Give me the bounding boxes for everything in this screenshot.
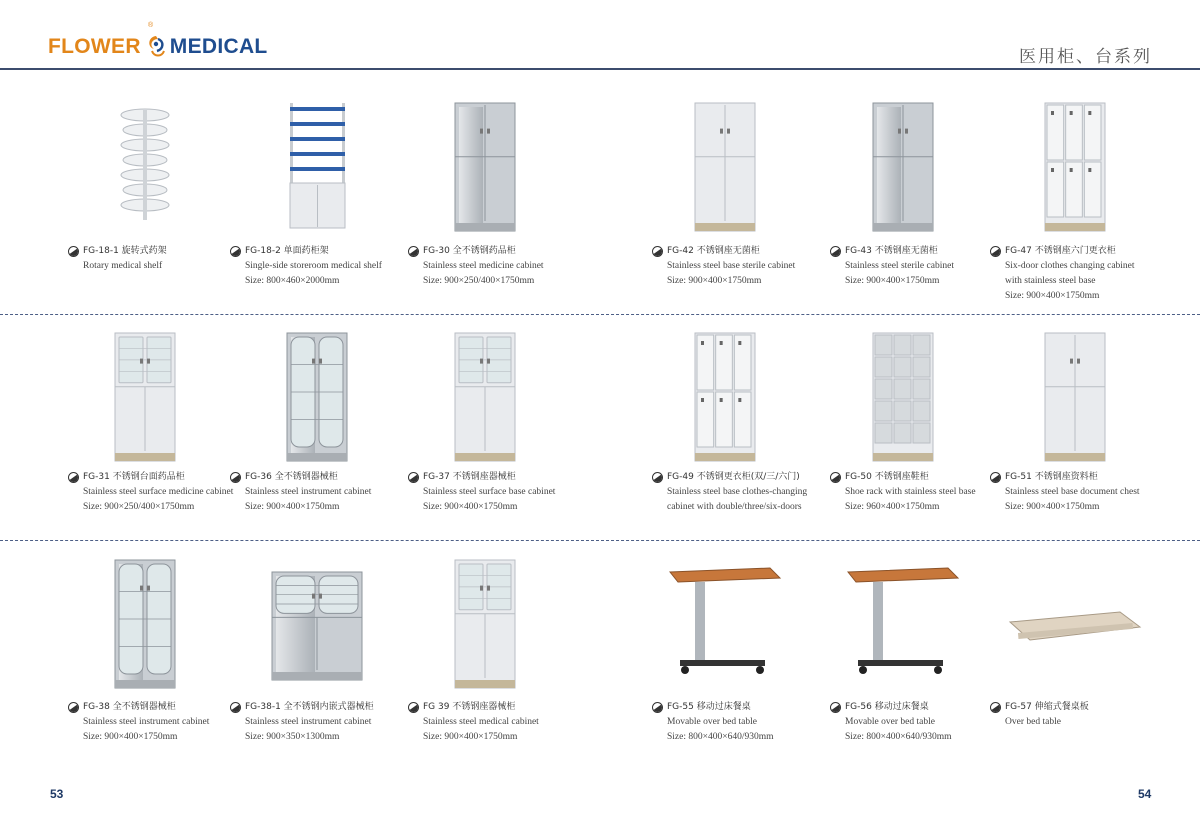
bullet-icon [68,246,79,257]
bullet-icon [990,472,1001,483]
product-size: Size: 900×250/400×1750mm [83,502,195,512]
product-description: Movable over bed table [845,717,935,727]
shoe-rack-icon [818,325,988,475]
product-model-text: FG-18-2 单面药柜架 [245,246,329,256]
bullet-icon [68,702,79,713]
bullet-icon [830,472,841,483]
overbed-table-icon [640,552,810,702]
product-caption [990,470,1170,515]
product-model [230,470,410,485]
product-model-text: FG-31 不锈钢台面药品柜 [83,472,185,482]
product-model-text: FG-38 全不锈钢器械柜 [83,702,176,712]
glass-cabinet-icon [60,325,230,475]
product-description: Stainless steel base sterile cabinet [667,261,796,271]
table-board-icon [990,552,1160,702]
product-description: Over bed table [1005,717,1061,727]
product-size: Size: 900×250/400×1750mm [423,276,535,286]
product-caption [68,470,248,515]
product-size: Size: 800×460×2000mm [245,276,340,286]
product-description: Stainless steel instrument cabinet [245,487,372,497]
product-description: Six-door clothes changing cabinet [1005,261,1135,271]
product-caption [68,700,248,745]
product-description: Stainless steel surface medicine cabinet [83,487,234,497]
product-caption [408,244,588,289]
page-header [0,0,1200,70]
product-model-text: FG-42 不锈钢座无菌柜 [667,246,760,256]
header-divider [0,68,1200,70]
flower-logo-icon [144,33,168,61]
product-caption [408,700,588,745]
product-size: Size: 900×400×1750mm [1005,502,1100,512]
product-caption [830,700,1010,745]
product-model-text: FG-55 移动过床餐桌 [667,702,751,712]
product-size: Size: 960×400×1750mm [845,502,940,512]
product-description: Stainless steel base document chest [1005,487,1140,497]
locker-icon [990,95,1160,245]
product-caption [408,470,588,515]
product-model-text: FG-43 不锈钢座无菌柜 [845,246,938,256]
product-caption [230,244,410,289]
page-number-right: 54 [1138,787,1152,801]
product-size: Size: 800×400×640/930mm [667,732,774,742]
product-model [990,470,1170,485]
product-description: Stainless steel base clothes-changing [667,487,808,497]
product-model-text: FG-38-1 全不锈钢内嵌式器械柜 [245,702,374,712]
white-cabinet-icon [990,325,1160,475]
product-model-text: FG-18-1 旋转式药架 [83,246,167,256]
rotary-shelf-icon [60,95,230,245]
overbed-table-icon [818,552,988,702]
product-model-text: FG 39 不锈钢座器械柜 [423,702,516,712]
bullet-icon [408,472,419,483]
product-caption [230,700,410,745]
open-shelf-icon [232,95,402,245]
bullet-icon [68,472,79,483]
bullet-icon [230,702,241,713]
product-size: Size: 900×400×1750mm [845,276,940,286]
registered-mark: ® [148,22,154,29]
product-model [68,244,248,259]
product-caption [230,470,410,515]
product-description: Stainless steel medical cabinet [423,717,539,727]
product-model [408,700,588,715]
product-size: Size: 900×400×1750mm [245,502,340,512]
brand-logo [48,30,268,64]
product-model-text: FG-51 不锈钢座资料柜 [1005,472,1098,482]
steel-cabinet-icon [818,95,988,245]
bullet-icon [408,246,419,257]
product-caption [830,470,1010,515]
product-model [990,700,1170,715]
product-model-text: FG-50 不锈钢座鞋柜 [845,472,929,482]
product-description: Rotary medical shelf [83,261,163,271]
product-model [652,700,832,715]
product-model-text: FG-49 不锈钢更衣柜(双/三/六门) [667,472,800,482]
product-size: Size: 800×400×640/930mm [845,732,952,742]
bullet-icon [230,472,241,483]
row-divider [0,540,1200,541]
product-model [830,700,1010,715]
product-size: Size: 900×400×1750mm [83,732,178,742]
product-size: Size: 900×400×1750mm [423,732,518,742]
product-model [408,470,588,485]
product-caption [990,700,1170,730]
product-description: Stainless steel surface base cabinet [423,487,556,497]
product-model [990,244,1170,259]
bullet-icon [408,702,419,713]
product-model [408,244,588,259]
product-model-text: FG-37 不锈钢座器械柜 [423,472,516,482]
product-description: Single-side storeroom medical shelf [245,261,382,271]
product-description: cabinet with double/three/six-doors [667,502,802,512]
product-caption [830,244,1010,289]
locker-icon [640,325,810,475]
product-caption [652,244,832,289]
product-model-text: FG-57 伸缩式餐桌板 [1005,702,1089,712]
product-model [68,470,248,485]
product-model-text: FG-30 全不锈钢药品柜 [423,246,516,256]
product-caption [652,470,832,515]
product-size: Size: 900×400×1750mm [423,502,518,512]
product-description: Stainless steel instrument cabinet [245,717,372,727]
product-model [652,244,832,259]
bullet-icon [990,702,1001,713]
bullet-icon [652,472,663,483]
bullet-icon [652,702,663,713]
bullet-icon [830,702,841,713]
product-description: Shoe rack with stainless steel base [845,487,976,497]
row-divider [0,314,1200,315]
product-model [652,470,832,485]
embedded-cabinet-icon [232,552,402,702]
steel-cabinet-icon [400,95,570,245]
glass-cabinet-icon [400,552,570,702]
brand-name-flower: FLOWER [48,35,141,58]
product-size: Size: 900×400×1750mm [1005,291,1100,301]
bullet-icon [230,246,241,257]
product-description: with stainless steel base [1005,276,1096,286]
product-model [230,700,410,715]
product-model-text: FG-36 全不锈钢器械柜 [245,472,338,482]
product-caption [990,244,1170,304]
steel-glass-cabinet-icon [60,552,230,702]
white-cabinet-icon [640,95,810,245]
product-model-text: FG-47 不锈钢座六门更衣柜 [1005,246,1116,256]
product-caption [68,244,248,274]
product-description: Stainless steel medicine cabinet [423,261,544,271]
product-model [830,244,1010,259]
bullet-icon [652,246,663,257]
steel-glass-cabinet-icon [232,325,402,475]
product-description: Stainless steel sterile cabinet [845,261,954,271]
bullet-icon [830,246,841,257]
product-model [230,244,410,259]
bullet-icon [990,246,1001,257]
product-model-text: FG-56 移动过床餐桌 [845,702,929,712]
product-model [830,470,1010,485]
page-number-left: 53 [50,787,64,801]
product-caption [652,700,832,745]
brand-name-medical: MEDICAL [169,35,268,58]
product-model [68,700,248,715]
product-size: Size: 900×400×1750mm [667,276,762,286]
page-title: 医用柜、台系列 [1019,47,1152,67]
glass-cabinet-icon [400,325,570,475]
product-description: Stainless steel instrument cabinet [83,717,210,727]
product-description: Movable over bed table [667,717,757,727]
product-size: Size: 900×350×1300mm [245,732,340,742]
